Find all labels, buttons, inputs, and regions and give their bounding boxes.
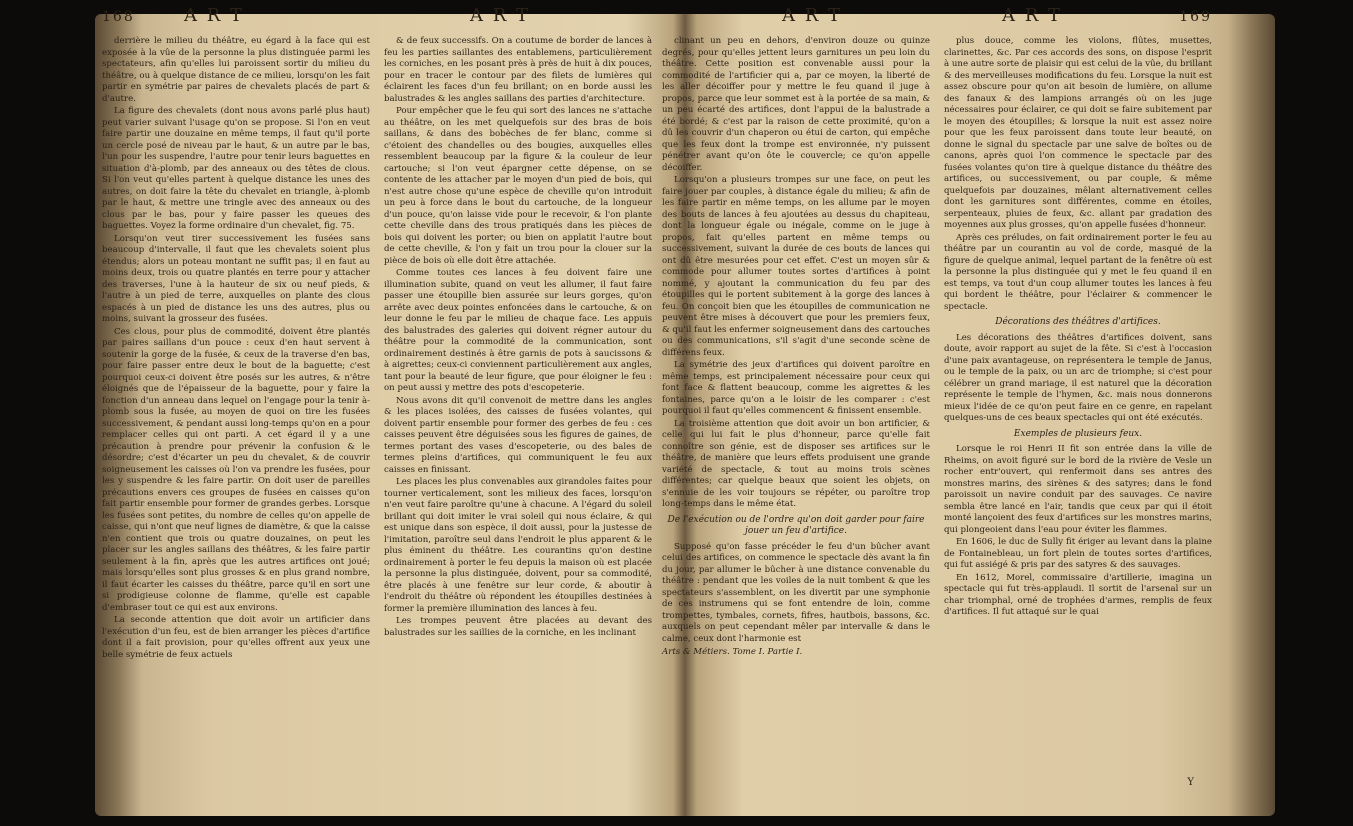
paragraph: Lorsqu'on a plusieurs trompes sur une face, on peut les faire jouer par couples, à distance égale du milieu; & afin de les faire partir en même temps, on les allume par le moyen des bouts de lances à feu ajoutées au dessus du chapiteau, dont la longueur égale ou inégale, comme on le juge à propos, fait qu'elles partent en même temps ou successivement, suivant la durée de ces bouts de lances qui ont dû être mesurées pour cet effet. C'est un moyen sûr & commode pour allumer toutes sortes d'artifices à point nommé, y ajoutant la communication du feu par des étoupilles qui le portent subitement à la gorge des lances à feu. On conçoit bien que les étoupilles de communication ne peuvent être mises à découvert que pour les premiers feux, & qu'il faut les enfermer soigneusement dans des cartouches ou des communications, s'il s'agit d'une seconde scène de différens feux. (662, 175, 930, 358)
paragraph: Les places les plus convenables aux girandoles faites pour tourner verticalement, sont les milieux des faces, lorsqu'on n'en veut faire paroître qu'une à chacune. A l'égard du soleil brillant qui doit imiter le vrai soleil qui nous éclaire, & qui est unique dans son espèce, il doit aussi, pour la justesse de l'imitation, paroître seul dans l'endroit le plus apparent & le plus éminent du théâtre. Les courantins qu'on destine ordinairement à porter le feu depuis la maison où est placée la personne la plus distinguée, doivent, pour sa commodité, être placés à une fenêtre sur leur corde, & aboutir à l'endroit du théâtre où répondent les étoupilles destinées à former la première illumination des lances à feu. (384, 477, 652, 614)
running-head-right-b: A R T (1002, 5, 1063, 26)
paragraph: Les décorations des théâtres d'artifices doivent, sans doute, avoir rapport au sujet de la fête. Si c'est à l'occasion d'une paix avantageuse, on représentera le temple de Janus, ou le temple de la paix, ou un arc de triomphe; si c'est pour célébrer un grand mariage, il est naturel que la décoration représente le temple de l'hymen, &c. mais nous donnerons mieux l'idée de ce qu'on peut faire en ce genre, en rapelant quelques-uns de ces beaux spectacles qui ont été exécutés. (944, 332, 1212, 423)
right-running-head (662, 4, 1212, 34)
right-page (662, 5, 1212, 788)
running-head-left-b: A R T (470, 5, 531, 26)
left-column-2 (384, 36, 652, 788)
paragraph: La seconde attention que doit avoir un artificier dans l'exécution d'un feu, est de bien arranger les pièces d'artifice dont il a fait provision, pour qu'elles offrent aux yeux une belle symétrie de feux actuels (102, 615, 370, 660)
paragraph: Les trompes peuvent être placées au devant des balustrades sur les saillies de la corniche, en les inclinant (384, 616, 652, 638)
paragraph: Après ces préludes, on fait ordinairement porter le feu au théâtre par un courantin au vol de corde, masqué de la figure de quelque animal, lequel partant de la fenêtre où est la personne la plus distinguée qui y met le feu quand il en est temps, va tout d'un coup allumer toutes les lances à feu qui bordent le théâtre, pour l'éclairer & commencer le spectacle. (944, 232, 1212, 312)
section-heading-examples: Exemples de plusieurs feux. (1013, 428, 1143, 439)
paragraph: La figure des chevalets (dont nous avons parlé plus haut) peut varier suivant l'usage qu'on se propose. Si l'on en veut faire partir une douzaine en même temps, il faut qu'il porte un cercle posé de niveau par le haut, & un autre par le bas, l'un pour les suspendre, l'autre pour tenir leurs baguettes en situation d'à-plomb, par des anneaux ou des têtes de clous. Si l'on veut qu'elles partent à quelque distance les unes des autres, on doit faire la tête du chevalet en triangle, à-plomb par le haut, & mettre une tringle avec des anneaux ou des clous par le bas, pour y faire passer les queues des baguettes. Voyez la forme ordinaire d'un chevalet, fig. 75. (102, 106, 370, 231)
page-number-right: 169 (1179, 9, 1212, 25)
page-number-left: 168 (102, 9, 135, 25)
section-heading-execution: De l'exécution ou de l'ordre qu'on doit garder pour faire jouer un feu d'artifice. (667, 514, 925, 536)
page-footer: Arts & Métiers. Tome I. Partie I. (662, 647, 803, 657)
paragraph: Comme toutes ces lances à feu doivent faire une illumination subite, quand on veut les allumer, il faut faire passer une étoupille bien assurée sur leurs gorges, qu'on arrête avec deux pointes enfoncées dans le cartouche, & on leur donne le feu par le milieu de chaque face. Les appuis des balustrades des galeries qui doivent régner autour du théâtre pour la commodité de la communication, sont ordinairement destinés à être garnis de pots à saucissons & à aigrettes; ceux-ci conviennent particulièrement aux angles, tant pour la beauté de leur figure, que pour éloigner le feu : on peut aussi y mettre des pots d'escopeterie. (384, 268, 652, 393)
running-head-right-a: A R T (782, 5, 843, 26)
paragraph: & de feux successifs. On a coutume de border de lances à feu les parties saillantes des entablemens, particulièrement les corniches, en les posant près à près de huit à dix pouces, pour en tracer le contour par des filets de lumières qui éclairent les faces d'un feu brillant; on en borde aussi les balustrades & les angles saillans des parties d'architecture. (384, 36, 652, 104)
paragraph: Pour empêcher que le feu qui sort des lances ne s'attache au théâtre, on les met quelquefois sur des bras de bois saillans, & dans des bobèches de fer blanc, comme si c'étoient des chandelles ou des bougies, auxquelles elles ressemblent beaucoup par la figure & la couleur de leur cartouche; si l'on veut épargner cette dépense, on se contente de les attacher par le moyen d'un pied de bois, qui n'est autre chose qu'une espèce de cheville qu'on introduit un peu à force dans le bout du cartouche, de la longueur d'un pouce, qu'on laisse vide pour le recevoir, & l'on plante cette cheville dans des trous pratiqués dans les pièces de bois qui doivent les porter; ou bien on applatit l'autre bout de cette cheville, & l'on y fait un trou pour la clouer sur la pièce de bois où elle doit être attachée. (384, 106, 652, 266)
paragraph: La symétrie des jeux d'artifices qui doivent paroître en même temps, est principalement nécessaire pour ceux qui font face & flattent beaucoup, comme les aigrettes & les fontaines, parce qu'on a le loisir de les comparer : c'est pourquoi il faut qu'elles commencent & finissent ensemble. (662, 360, 930, 416)
paragraph: Lorsque le roi Henri II fit son entrée dans la ville de Rheims, on avoit figuré sur le bord de la rivière de Vesle un rocher entr'ouvert, qui renfermoit dans ses antres des monstres marins, des sirènes & des satyres; dans le fond paroissoit un navire conduit par des sauvages. Ce navire sembla être lancé en l'air, tandis que ceux par qui il étoit monté lançoient des feux d'artifices sur les monstres marins, qui plongeoient dans l'eau pour éviter les flammes. (944, 444, 1212, 535)
paragraph: En 1612, Morel, commissaire d'artillerie, imagina un spectacle qui fut très-applaudi. Il sortit de l'arsenal sur un char triomphal, orné de trophées d'armes, remplis de feux d'artifices. Il fut attaqué sur le quai (944, 572, 1212, 617)
paragraph: Nous avons dit qu'il convenoit de mettre dans les angles & les places isolées, des caisses de fusées volantes, qui doivent partir ensemble pour former des gerbes de feu : ces caisses peuvent être déguisées sous les figures de gaines, de termes portant des vases d'escopeterie, ou des bales de termes pleins d'artifices, qui communiquent le feu aux caisses en finissant. (384, 395, 652, 475)
left-column-1 (102, 36, 370, 788)
paragraph: plus douce, comme les violons, flûtes, musettes, clarinettes, &c. Par ces accords des sons, on dispose l'esprit à une autre sorte de plaisir qui est celui de la vûe, du brillant & des merveilleuses modifications du feu. Lorsque la nuit est assez obscure pour qu'on ait besoin de lumière, on allume des fanaux & des lampions arrangés où on les juge nécessaires pour éclairer, ce qui doit se faire subitement par le moyen des étoupilles; & lorsque la nuit est assez noire pour que les feux paroissent dans toute leur beauté, on donne le signal du spectacle par une salve de boîtes ou de canons, après quoi l'on commence le spectacle par des fusées volantes qu'on tire à quelque distance du théâtre des artifices, ou successivement, ou par couple, & même quelquefois par douzaines, mêlant alternativement celles dont les garnitures sont différentes, comme en étoiles, serpenteaux, pluies de feux, &c. allant par gradation des moyennes aux plus grosses, qu'on appelle fusées d'honneur. (944, 36, 1212, 230)
paragraph: Supposé qu'on fasse précéder le feu d'un bûcher avant celui des artifices, on commence le spectacle dès avant la fin du jour, par allumer le bûcher à une distance convenable du théâtre : pendant que les voiles de la nuit tombent & que les spectateurs s'assemblent, on les divertit par une symphonie de ces instrumens qui se font entendre de loin, comme trompettes, tymbales, cornets, fifres, hautbois, bassons, &c. auxquels on peut cependant mêler par intervalle & dans le calme, ceux dont l'harmonie est (662, 541, 930, 644)
left-page (102, 5, 652, 788)
running-head-left-a: A R T (184, 5, 245, 26)
signature-mark: Y (1187, 776, 1194, 788)
paragraph: derrière le milieu du théâtre, eu égard à la face qui est exposée à la vûe de la personne la plus distinguée parmi les spectateurs, afin qu'elles lui paroissent sortir du milieu du théâtre, ou à quelque distance de ce milieu, lorsqu'on les fait partir en symétrie par paires de chevalets placés de part & d'autre. (102, 36, 370, 104)
paragraph: Ces clous, pour plus de commodité, doivent être plantés par paires saillans d'un pouce : ceux d'en haut servent à soutenir la gorge de la fusée, & ceux de la traverse d'en bas, pour faire passer entre deux le bout de la baguette; c'est pourquoi ceux-ci doivent être posés sur les autres, & n'être éloignés que de l'épaisseur de la baguette, pour y faire la fonction d'un anneau dans lequel on l'engage pour la tenir à-plomb sous la fusée, au moyen de quoi on tire les fusées successivement, & pendant aussi long-temps qu'on en a pour remplacer celles qui ont parti. A cet égard il y a une précaution à prendre pour prévenir la confusion & le désordre; c'est d'écarter un peu du chevalet, & de couvrir soigneusement les caisses où l'on va prendre les fusées, pour les y suspendre & les faire partir. On doit user de pareilles précautions envers ces groupes de fusées en caisses qu'on fait partir ensemble pour former de grandes gerbes. Lorsque les fusées sont petites, du nombre de celles qu'on appelle de caisse, qui n'ont que neuf lignes de diamètre, & que la caisse n'en contient que trois ou quatre douzaines, on peut les placer sur les angles saillans des théâtres, & les faire partir seulement à la fin, après que les autres artifices ont joué; mais lorsqu'elles sont plus grosses & en plus grand nombre, il faut écarter les caisses du théâtre, parce qu'il en sort une si prodigieuse colonne de flamme, qu'elle est capable d'embraser tout ce qui est aux environs. (102, 326, 370, 613)
paragraph: clinant un peu en dehors, d'environ douze ou quinze degrés, pour qu'elles jettent leurs garnitures un peu loin du théâtre. Cette position est convenable aussi pour la commodité de l'artificier qui a, par ce moyen, la liberté de les aller décoiffer pour y mettre le feu quand il juge à propos, parce que leur sommet est à la portée de sa main, & un peu écarté des artifices, dont l'appui de la balustrade a été bordé; & c'est par la raison de cette proximité, qu'on a dû les couvrir d'un chaperon ou étui de carton, qui empêche que les feux dont la trompe est environnée, n'y puissent pénétrer avant qu'on ôte le couvercle; ce qu'on appelle décoiffer. (662, 36, 930, 173)
right-column-2 (944, 36, 1212, 788)
paragraph: La troisième attention que doit avoir un bon artificier, & celle qui lui fait le plus d'honneur, parce qu'elle fait connoître son génie, est de disposer ses artifices sur le théâtre, de manière que leurs effets produisent une grande variété de spectacle, & tout au moins trois scènes différentes; car quelque beaux que soient les objets, on s'ennuie de les voir toujours se répéter, ou paroître trop long-temps dans le même état. (662, 418, 930, 509)
right-column-1 (662, 36, 930, 788)
paragraph: En 1606, le duc de Sully fit ériger au levant dans la plaine de Fontainebleau, un fort plein de toutes sortes d'artifices, qui fut assiégé & pris par des satyres & des sauvages. (944, 537, 1212, 570)
section-heading-decorations: Décorations des théâtres d'artifices. (995, 317, 1161, 327)
paragraph: Lorsqu'on veut tirer successivement les fusées sans beaucoup d'intervalle, il faut que les chevalets soient plus étendus; alors un poteau montant ne suffit pas; il en faut au moins deux, trois ou quatre plantés en terre pour y attacher des traverses, l'une à la hauteur de six ou neuf pieds, & l'autre à un pied de terre, auxquelles on plante des clous espacés à un pied de distance les uns des autres, plus ou moins, suivant la grosseur des fusées. (102, 233, 370, 324)
left-running-head (102, 4, 652, 34)
